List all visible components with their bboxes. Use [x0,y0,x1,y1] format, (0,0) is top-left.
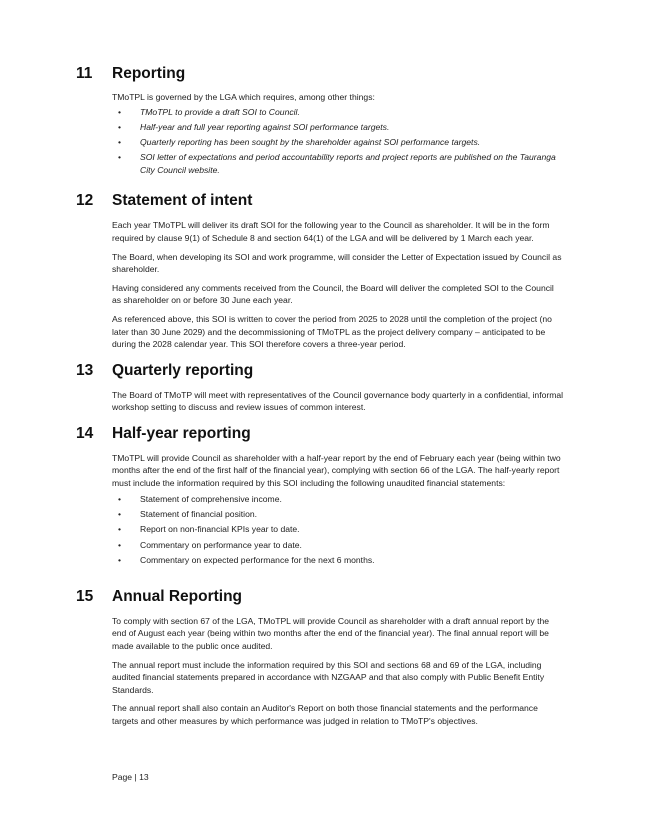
paragraph: To comply with section 67 of the LGA, TMoTPL will provide Council as shareholder with a draft annual report by the end of August each year (being within two months after the end of the financial year). The final annual report will be made available to the public once audited. [112,615,550,651]
bullet-icon: • [118,524,122,535]
paragraph: The annual report must include the information required by this SOI and sections 68 and 69 of the LGA, including audited financial statements prepared in accordance with NZGAAP and that also comply with Public Benefit Entity Standards. [112,659,545,695]
bullet-icon: • [118,509,122,520]
paragraph: As referenced above, this SOI is written to cover the period from 2025 to 2028 until the completion of the project (no later than 30 June 2029) and the decommissioning of TMoTPL as the project delivery company – anticipated to be during the 2028 calendar year. This SOI therefore covers a three-year period. [112,313,552,350]
section-statement-of-intent [0,189,645,350]
bullet-list [112,106,564,177]
page-content [0,62,645,734]
footer-separator: | [134,772,137,782]
section-intro: TMoTPL is governed by the LGA which requires, among other things: [112,92,375,102]
section-number: 12 [76,192,94,210]
section-half-year-reporting [0,422,645,567]
page-number: 13 [139,772,149,782]
paragraph: Each year TMoTPL will deliver its draft SOI for the following year to the Council as shareholder. It will be in the form required by clause 9(1) of Schedule 8 and section 64(1) of the LGA and will be delivered by 1 March each year. [112,220,550,243]
list-item: • Statement of financial position. [118,509,258,520]
section-heading [0,359,645,383]
bullet-icon: • [118,136,122,147]
list-item: • TMoTPL to provide a draft SOI to Council. [118,106,300,117]
paragraph: The annual report shall also contain an Auditor's Report on both those financial statements and the performance targets and other measures by which performance was judged in relation to TMoTP's objectives. [112,703,538,726]
section-heading [0,189,645,213]
bullet-icon: • [118,493,122,504]
section-heading [0,62,645,86]
paragraph: The Board of TMoTP will meet with representatives of the Council governance body quarterly in a confidential, informal workshop setting to discuss and review issues of common interest. [112,389,564,413]
bullet-icon: • [118,152,122,163]
section-title: Quarterly reporting [112,361,254,379]
list-item: • Report on non-financial KPIs year to date. [118,524,300,535]
section-heading [0,585,645,609]
bullet-icon: • [118,106,122,117]
list-item: • Commentary on expected performance for the next 6 months. [118,555,375,566]
page-footer [112,771,149,783]
paragraph: Having considered any comments received from the Council, the Board will deliver the completed SOI to the Council as shareholder on or before 30 June each year. [112,282,554,306]
page-label: Page [112,772,133,782]
section-number: 14 [76,424,94,442]
section-reporting [0,62,645,176]
list-item: • SOI letter of expectations and period accountability reports and project reports are published on the Tauranga City Council website. [118,152,556,175]
bullet-icon: • [118,121,122,132]
section-number: 11 [76,65,93,82]
section-quarterly-reporting [0,359,645,414]
section-intro: TMoTPL will provide Council as shareholder with a half-year report by the end of February each year (being within two months after the end of the first half of the financial year), complying with section 66 of the LGA. The half-yearly report must include the information required by this SOI including the following unaudited financial statements: [112,452,561,489]
section-title: Annual Reporting [112,587,243,605]
bullet-list [112,493,564,567]
list-item: • Quarterly reporting has been sought by the shareholder against SOI performance targets. [118,136,481,147]
section-title: Half-year reporting [112,424,251,442]
bullet-icon: • [118,539,122,550]
section-title: Reporting [112,65,186,82]
list-item: • Commentary on performance year to date. [118,539,302,550]
section-title: Statement of intent [112,192,253,210]
paragraph: The Board, when developing its SOI and work programme, will consider the Letter of Expectation issued by Council as shareholder. [112,251,562,275]
list-item: • Statement of comprehensive income. [118,493,282,504]
section-number: 13 [76,361,94,379]
section-annual-reporting [0,585,645,728]
bullet-icon: • [118,555,122,566]
section-heading [0,422,645,446]
section-number: 15 [76,587,94,605]
list-item: • Half-year and full year reporting against SOI performance targets. [118,121,390,132]
